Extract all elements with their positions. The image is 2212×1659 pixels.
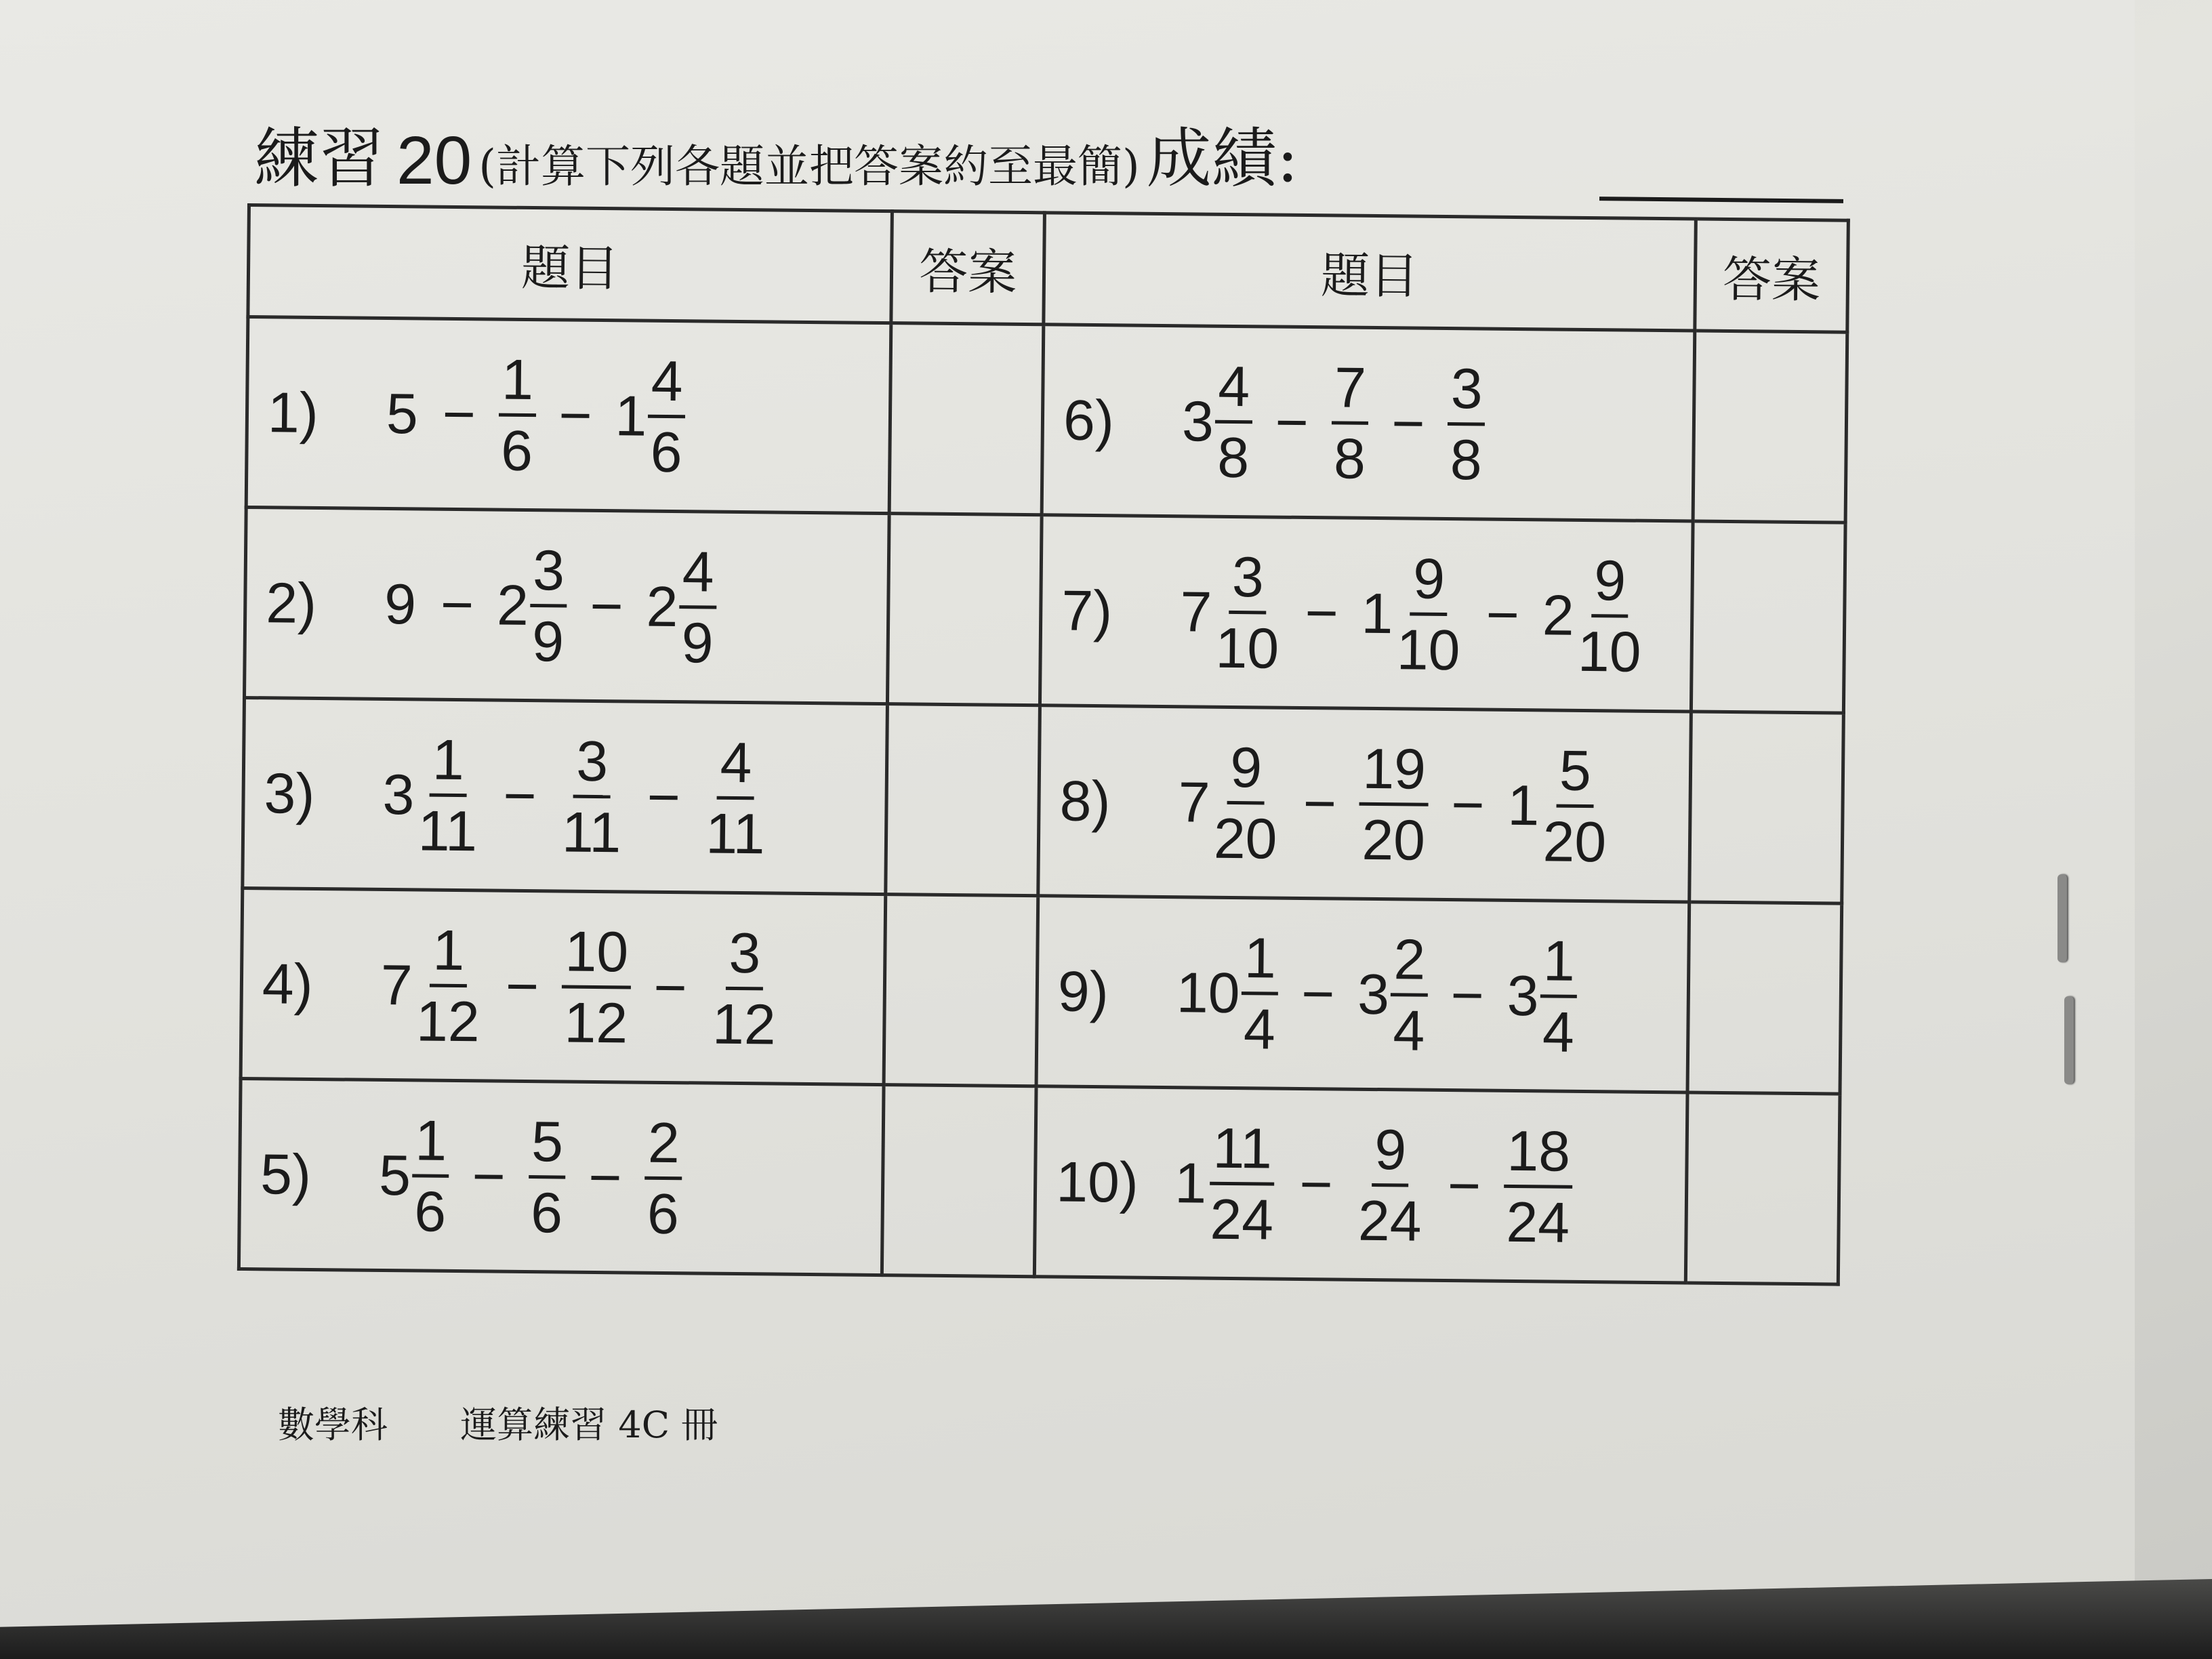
numerator: 18 [1504,1122,1573,1188]
question-cell [244,508,889,704]
question-number: 10) [1055,1149,1139,1214]
minus-sign: − [1450,962,1485,1027]
mixed-number [380,918,483,1053]
whole-part: 3 [382,762,415,826]
minus-sign: − [590,573,624,638]
denominator: 10 [1215,615,1279,680]
fraction [1540,738,1610,874]
denominator: 11 [705,801,766,865]
question-number: 9) [1057,959,1109,1023]
numerator: 9 [1591,552,1629,618]
numerator: 10 [562,922,631,989]
denominator: 9 [531,609,565,674]
minus-sign: − [1300,961,1335,1025]
mixed-number [1181,354,1252,489]
minus-sign: − [503,763,537,827]
whole-part: 7 [380,952,413,1017]
table-row [244,508,1845,714]
denominator: 10 [1577,619,1641,684]
fraction [529,537,568,674]
fraction [1211,735,1281,871]
minus-sign: − [1303,771,1337,835]
question-2 [246,509,888,702]
question-cell [241,888,886,1084]
denominator: 6 [414,1179,447,1244]
question-10 [1036,1088,1685,1281]
fraction [559,729,625,864]
whole-part: 2 [646,574,678,638]
table-row [241,888,1842,1094]
numerator: 4 [679,543,717,609]
footer-subject: 數學科 [278,1404,388,1446]
question-1 [248,319,890,512]
minus-sign: − [472,1143,506,1208]
numerator: 19 [1359,739,1429,806]
numerator: 3 [726,924,764,990]
question-9 [1038,897,1687,1090]
table-row [246,317,1847,523]
whole-part: 1 [1174,1150,1207,1215]
question-cell [1042,325,1694,521]
denominator: 9 [681,610,714,675]
whole-part: 10 [1176,960,1240,1025]
fraction [1540,928,1578,1064]
question-cell [1040,515,1693,712]
whole-part: 7 [1180,579,1212,644]
title-main: 練習 [254,121,384,197]
mixed-number [1507,928,1578,1064]
mixed-number [1507,738,1610,874]
answer-cell-2[interactable] [888,514,1042,705]
expression [1180,544,1645,684]
denominator: 6 [650,419,682,484]
question-number: 4) [262,951,314,1016]
question-cell [1036,896,1689,1092]
numerator: 2 [1391,930,1429,997]
footer-book: 運算練習 4C 冊 [460,1404,718,1446]
expression [380,918,779,1057]
fraction [1390,926,1429,1063]
denominator: 6 [500,418,533,483]
answer-cell-4[interactable] [884,895,1038,1086]
question-cell [239,1078,884,1275]
fraction [561,919,631,1054]
fraction [678,539,717,675]
answer-cell-3[interactable] [886,704,1040,896]
table-header-row [248,205,1848,333]
question-8 [1040,707,1689,900]
fraction [498,347,537,483]
denominator: 11 [417,798,478,863]
question-number: 8) [1059,769,1111,833]
exercise-table [237,203,1850,1286]
question-number: 3) [264,760,315,825]
answer-cell-6[interactable] [1693,331,1847,523]
whole-part: 3 [1181,388,1214,453]
numerator: 5 [529,1113,567,1179]
denominator: 4 [1243,996,1276,1061]
fraction [1355,1117,1425,1253]
numerator: 4 [648,352,686,418]
minus-sign: − [1486,582,1520,647]
title-number: 20 [396,123,472,199]
minus-sign: − [588,1145,622,1209]
minus-sign: − [1391,390,1425,455]
fraction [413,918,483,1053]
page-footer [278,1396,718,1448]
question-number: 5) [260,1141,312,1206]
title-instruction: (計算下列各題並把答案約至最簡) [478,140,1140,192]
numerator: 1 [1241,929,1279,996]
whole-part: 2 [496,573,529,637]
staple-top [2057,874,2067,962]
numerator: 3 [573,732,611,798]
denominator: 11 [561,799,621,864]
question-cell [1035,1086,1687,1283]
header-question-left: 題目 [248,205,893,323]
minus-sign: − [505,954,539,1018]
mixed-number [615,348,686,484]
numerator: 1 [499,350,537,417]
expression [378,1107,682,1246]
mixed-number [1176,925,1279,1061]
table-row [243,697,1844,903]
minus-sign: − [647,764,681,829]
fraction [1214,354,1253,489]
question-cell [1038,705,1691,902]
minus-sign: − [442,382,476,446]
minus-sign: − [1447,1153,1481,1218]
whole-part: 2 [1542,582,1575,647]
mixed-number [382,727,481,863]
fraction [1241,925,1279,1061]
question-number: 1) [267,380,319,445]
header-question-right: 題目 [1044,213,1696,331]
question-number: 2) [265,570,317,635]
mixed-number [378,1107,449,1244]
answer-cell-9[interactable] [1687,902,1842,1094]
expression [1174,1115,1573,1254]
denominator: 4 [1393,998,1425,1063]
minus-sign: − [558,382,593,447]
whole-number: 5 [386,381,419,445]
denominator: 12 [712,991,777,1057]
fraction [1207,1115,1277,1252]
numerator: 7 [1332,359,1370,425]
expression [384,537,717,675]
expression [1176,925,1578,1064]
fraction [1575,548,1645,684]
answer-cell-10[interactable] [1685,1092,1840,1284]
whole-part: 7 [1178,769,1210,834]
denominator: 6 [530,1180,563,1245]
question-6 [1044,326,1693,519]
fraction [1448,356,1486,492]
numerator: 5 [1557,741,1595,808]
fraction [710,920,779,1057]
whole-number: 9 [384,571,417,636]
whole-part: 5 [378,1143,411,1207]
table-row [239,1078,1840,1284]
denominator: 8 [1216,425,1250,489]
mixed-number [1180,544,1283,680]
fraction [1503,1118,1573,1254]
mixed-number [1174,1115,1277,1252]
staple-bottom [2064,996,2074,1084]
numerator: 4 [1215,357,1253,424]
question-cell [246,317,891,514]
numerator: 3 [1448,360,1486,426]
fraction [1331,354,1370,491]
fraction [703,730,769,865]
numerator: 1 [1540,932,1578,998]
denominator: 12 [564,990,628,1054]
header-answer-left: 答案 [891,211,1045,325]
expression [1178,735,1610,874]
mixed-number [1357,926,1428,1063]
whole-part: 3 [1357,962,1390,1026]
mixed-number [1178,735,1281,871]
minus-sign: − [1299,1151,1334,1216]
denominator: 4 [1542,999,1575,1064]
minus-sign: − [653,955,688,1019]
answer-cell-8[interactable] [1689,712,1844,903]
numerator: 1 [412,1111,450,1178]
denominator: 24 [1210,1187,1274,1252]
minus-sign: − [1275,390,1309,454]
denominator: 20 [1542,808,1607,874]
question-4 [243,890,884,1083]
fraction [528,1109,567,1245]
question-number: 6) [1063,388,1115,452]
denominator: 20 [1361,807,1426,872]
fraction [1393,546,1463,682]
question-3 [244,699,886,893]
expression [1181,354,1486,492]
expression [382,727,769,865]
fraction [411,1107,450,1244]
minus-sign: − [1305,580,1339,644]
question-5 [241,1080,882,1273]
numerator: 9 [1410,550,1448,616]
numerator: 1 [430,921,468,987]
whole-part: 3 [1507,963,1539,1027]
answer-cell-5[interactable] [882,1085,1037,1277]
fraction [1359,736,1429,872]
fraction [647,348,686,484]
mixed-number [1542,548,1645,684]
denominator: 10 [1396,617,1460,682]
whole-part: 1 [1361,581,1393,645]
numerator: 3 [530,541,568,608]
numerator: 4 [717,733,755,800]
denominator: 6 [647,1181,680,1246]
whole-part: 1 [615,383,647,448]
mixed-number [646,539,717,675]
numerator: 9 [1227,738,1265,804]
denominator: 24 [1506,1189,1570,1254]
question-7 [1042,516,1691,710]
question-number: 7) [1061,578,1113,642]
score-label: 成績: [1146,121,1299,197]
question-cell [243,697,888,894]
denominator: 12 [415,988,480,1053]
header-answer-right: 答案 [1695,219,1849,332]
numerator: 9 [1372,1120,1410,1187]
fraction [415,727,480,863]
expression [386,347,686,484]
answer-cell-1[interactable] [889,323,1044,515]
fraction [644,1110,683,1246]
denominator: 20 [1213,806,1277,871]
worksheet-title [254,112,1298,200]
numerator: 2 [644,1113,682,1180]
minus-sign: − [440,572,474,636]
whole-part: 1 [1507,773,1540,837]
numerator: 3 [1229,548,1267,614]
mixed-number [1361,546,1464,682]
mixed-number [496,537,567,674]
answer-cell-7[interactable] [1691,521,1845,713]
denominator: 24 [1357,1188,1422,1253]
fraction [1212,544,1282,680]
denominator: 8 [1450,427,1483,492]
numerator: 1 [430,731,468,797]
denominator: 8 [1333,426,1366,491]
numerator: 11 [1210,1119,1275,1185]
minus-sign: − [1450,772,1485,837]
